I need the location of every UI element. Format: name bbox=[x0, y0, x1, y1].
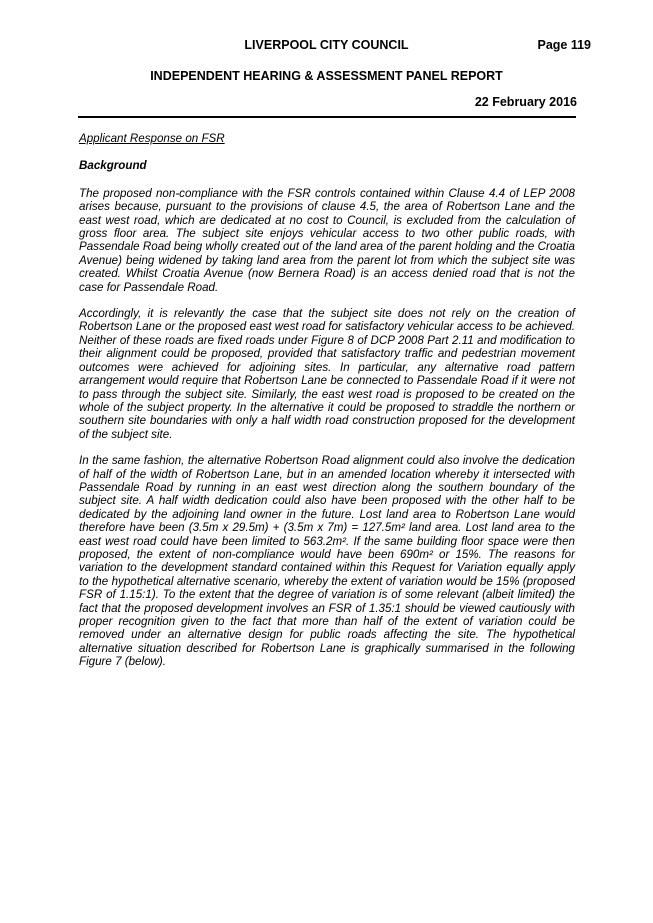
document-body bbox=[79, 132, 575, 682]
section-title: Applicant Response on FSR bbox=[79, 132, 225, 145]
header-divider bbox=[78, 116, 576, 118]
page-number: Page 119 bbox=[537, 38, 591, 52]
header-council: LIVERPOOL CITY COUNCIL bbox=[244, 38, 409, 52]
background-heading: Background bbox=[79, 159, 147, 173]
report-date: 22 February 2016 bbox=[474, 95, 577, 109]
paragraph-1: The proposed non-compliance with the FSR controls contained within Clause 4.4 of LEP 2008 arises because, pursuant to the provisions of clause 4.5, the area of Robertson Lane and the east west road, which are dedicated at no cost to Council, is excluded from the calculation of gross floor area. The subject site enjoys vehicular access to two other public roads, with Passendale Road being wholly created out of the land area of the parent holding and the Croatia Avenue) being widened by taking land area from the parent lot from which the subject site was created. Whilst Croatia Avenue (now Bernera Road) is an access denied road that is not the case for Passendale Road. bbox=[79, 186, 575, 294]
report-title: INDEPENDENT HEARING & ASSESSMENT PANEL REPORT bbox=[150, 69, 503, 83]
paragraph-2: Accordingly, it is relevantly the case that the subject site does not rely on the creation of Robertson Lane or the proposed east west road for satisfactory vehicular access to be achieved. Neither of these roads are fixed roads under Figure 8 of DCP 2008 Part 2.11 and modification to their alignment could be proposed, provided that satisfactory traffic and pedestrian movement outcomes were achieved for adjoining sites. In particular, any alternative road pattern arrangement would require that Robertson Lane be connected to Passendale Road if it were not to pass through the subject site. Similarly, the east west road is proposed to be created on the whole of the subject property. In the alternative it could be proposed to straddle the northern or southern site boundaries with only a half width road construction proposed for the development of the subject site. bbox=[79, 307, 575, 441]
paragraph-3: In the same fashion, the alternative Robertson Road alignment could also involve the dedication of half of the width of Robertson Lane, but in an amended location whereby it intersected with Passendale Road by running in an east west direction along the southern boundary of the subject site. A half width dedication could also have been proposed with the other half to be dedicated by the adjoining land owner in the future. Lost land area to Robertson Lane would therefore have been (3.5m x 29.5m) + (3.5m x 7m) = 127.5m² land area. Lost land area to the east west road could have been limited to 563.2m². If the same building floor space were then proposed, the extent of non-compliance would have been 690m² or 15%. The reasons for variation to the development standard contained within this Request for Variation equally apply to the hypothetical alternative scenario, whereby the extent of variation would be 15% (proposed FSR of 1.15:1). To the extent that the degree of variation is of some relevant (albeit limited) the fact that the proposed development involves an FSR of 1.35:1 should be viewed cautiously with proper recognition given to the fact that more than half of the extent of variation could be removed under an alternative design for public roads affecting the site. The hypothetical alternative situation described for Robertson Lane is graphically summarised in the following Figure 7 (below). bbox=[79, 454, 575, 669]
